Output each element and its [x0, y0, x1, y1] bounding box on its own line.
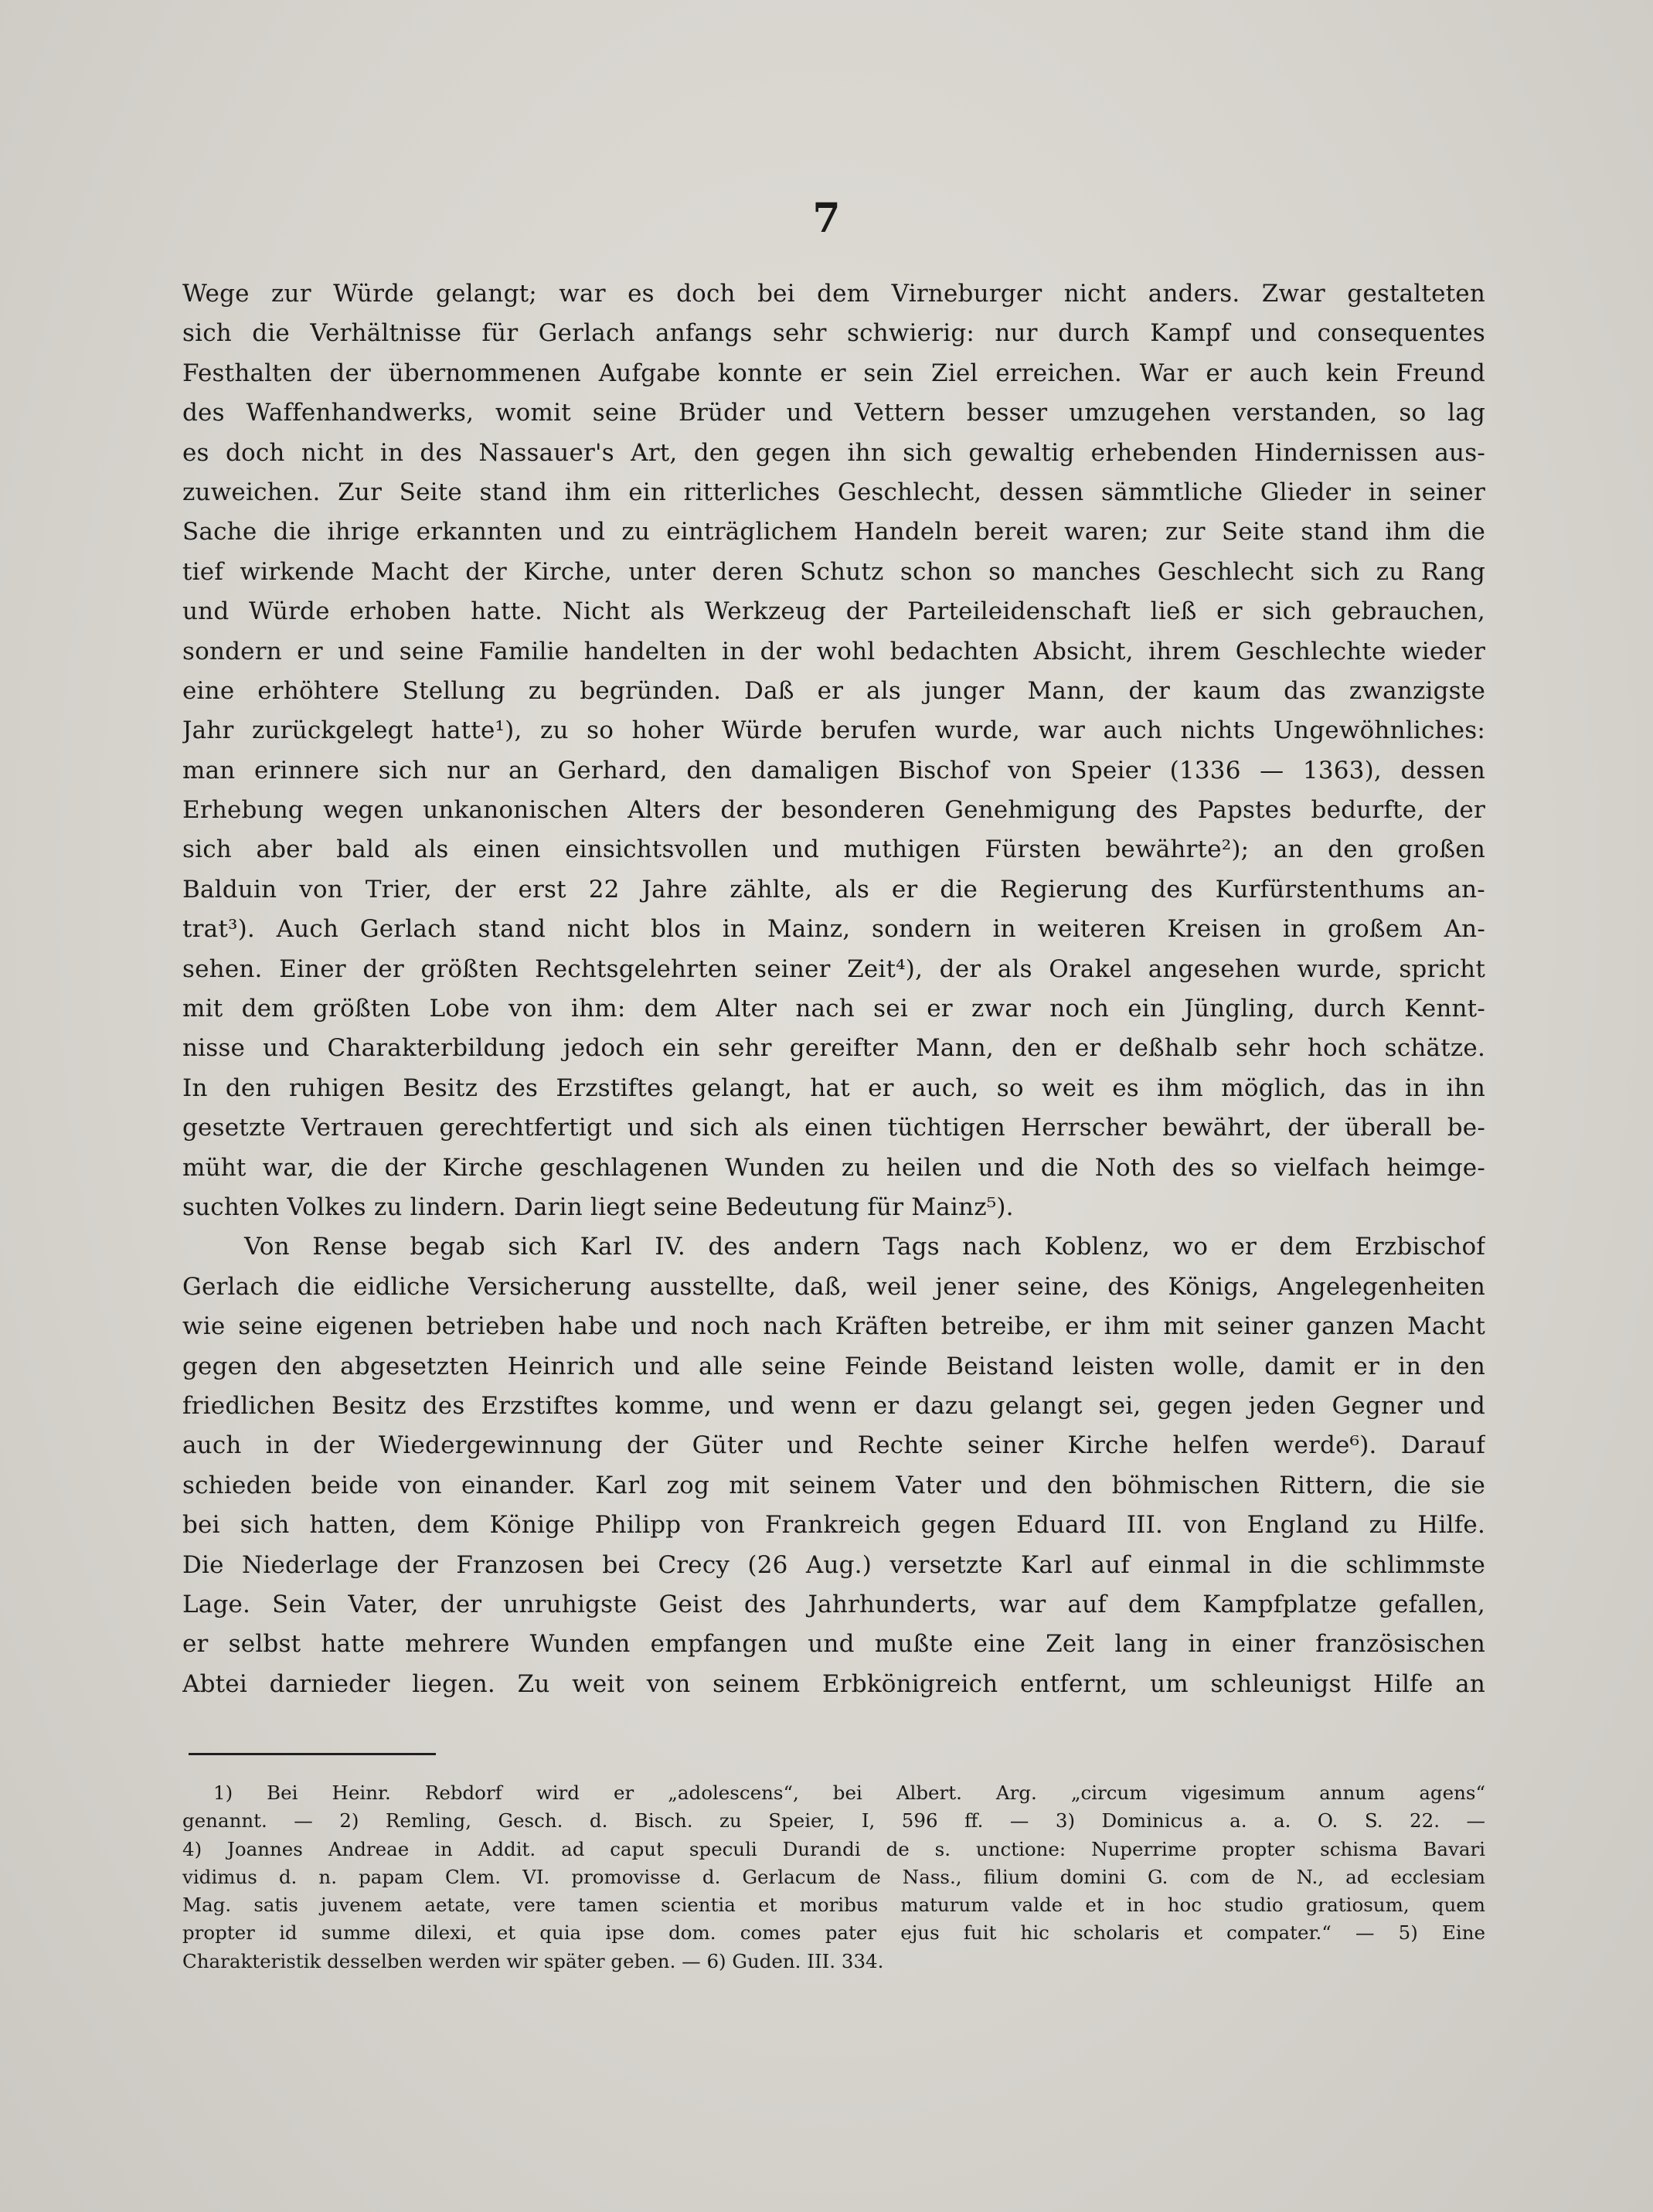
text-line: sehen. Einer der größten Rechtsgelehrten seiner Zeit⁴), der als Orakel angesehen wurde, spricht	[182, 955, 1485, 983]
text-line: Abtei darnieder liegen. Zu weit von seinem Erbkönigreich entfernt, um schleunigst Hilfe an	[182, 1669, 1485, 1698]
text-line: Festhalten der übernommenen Aufgabe konnte er sein Ziel erreichen. War er auch kein Freund	[182, 359, 1485, 387]
text-line: sondern er und seine Familie handelten in der wohl bedachten Absicht, ihrem Geschlechte wieder	[182, 637, 1485, 665]
page-number: 7	[812, 195, 841, 242]
footnote-line: propter id summe dilexi, et quia ipse dom. comes pater ejus fuit hic scholaris et compater.“ — 5) Eine	[182, 1921, 1485, 1945]
text-line: Jahr zurückgelegt hatte¹), zu so hoher Würde berufen wurde, war auch nichts Ungewöhnliches:	[182, 716, 1485, 745]
footnote-line: Charakteristik desselben werden wir später geben. — 6) Guden. III. 334.	[182, 1949, 884, 1972]
text-line: Erhebung wegen unkanonischen Alters der besonderen Genehmigung des Papstes bedurfte, der	[182, 796, 1485, 825]
footnote-line: 1) Bei Heinr. Rebdorf wird er „adolescens“, bei Albert. Arg. „circum vigesimum annum agens“	[213, 1782, 1485, 1804]
text-line: gegen den abgesetzten Heinrich und alle seine Feinde Beistand leisten wolle, damit er in den	[182, 1352, 1485, 1380]
text-line: man erinnere sich nur an Gerhard, den damaligen Bischof von Speier (1336 — 1363), dessen	[182, 756, 1485, 784]
text-line: sich die Verhältnisse für Gerlach anfangs sehr schwierig: nur durch Kampf und consequentes	[182, 319, 1485, 348]
text-line: In den ruhigen Besitz des Erzstiftes gelangt, hat er auch, so weit es ihm möglich, das in ihn	[182, 1074, 1485, 1102]
footnote-line: Mag. satis juvenem aetate, vere tamen scientia et moribus maturum valde et in hoc studio gratiosum, quem	[182, 1894, 1485, 1917]
text-line: es doch nicht in des Nassauer's Art, den gegen ihn sich gewaltig erhebenden Hindernissen aus-	[182, 438, 1485, 467]
main-text	[182, 274, 1485, 1704]
text-line: Von Rense begab sich Karl IV. des andern Tags nach Koblenz, wo er dem Erzbischof	[244, 1233, 1485, 1261]
text-line: und Würde erhoben hatte. Nicht als Werkzeug der Parteileidenschaft ließ er sich gebrauchen,	[182, 597, 1485, 626]
text-line: trat³). Auch Gerlach stand nicht blos in Mainz, sondern in weiteren Kreisen in großem An-	[182, 915, 1485, 944]
text-line: eine erhöhtere Stellung zu begründen. Daß er als junger Mann, der kaum das zwanzigste	[182, 676, 1485, 705]
text-line: Gerlach die eidliche Versicherung ausstellte, daß, weil jener seine, des Königs, Angelegenheiten	[182, 1272, 1485, 1301]
text-line: bei sich hatten, dem Könige Philipp von Frankreich gegen Eduard III. von England zu Hilfe.	[182, 1511, 1485, 1540]
text-line: Lage. Sein Vater, der unruhigste Geist des Jahrhunderts, war auf dem Kampfplatze gefallen,	[182, 1590, 1485, 1618]
footnote-line: vidimus d. n. papam Clem. VI. promovisse d. Gerlacum de Nass., filium domini G. com de N., ad ecclesiam	[182, 1865, 1485, 1888]
text-line: Wege zur Würde gelangt; war es doch bei dem Virneburger nicht anders. Zwar gestalteten	[182, 280, 1485, 308]
text-line: tief wirkende Macht der Kirche, unter deren Schutz schon so manches Geschlecht sich zu Rang	[182, 557, 1485, 586]
text-line: mit dem größten Lobe von ihm: dem Alter nach sei er zwar noch ein Jüngling, durch Kennt-	[182, 995, 1485, 1023]
text-line: nisse und Charakterbildung jedoch ein sehr gereifter Mann, den er deßhalb sehr hoch schätze.	[182, 1034, 1485, 1063]
text-line: sich aber bald als einen einsichtsvollen und muthigen Fürsten bewährte²); an den großen	[182, 835, 1485, 864]
text-line: schieden beide von einander. Karl zog mit seinem Vater und den böhmischen Rittern, die sie	[182, 1471, 1485, 1499]
text-line: zuweichen. Zur Seite stand ihm ein ritterliches Geschlecht, dessen sämmtliche Glieder in seiner	[182, 478, 1485, 506]
text-line: gesetzte Vertrauen gerechtfertigt und sich als einen tüchtigen Herrscher bewährt, der überall be-	[182, 1114, 1485, 1142]
text-line: wie seine eigenen betrieben habe und noch nach Kräften betreibe, er ihm mit seiner ganzen Macht	[182, 1312, 1485, 1341]
footnote-divider	[189, 1753, 436, 1755]
text-line: Sache die ihrige erkannten und zu einträglichem Handeln bereit waren; zur Seite stand ihm die	[182, 518, 1485, 546]
text-line: auch in der Wiedergewinnung der Güter und Rechte seiner Kirche helfen werde⁶). Darauf	[182, 1431, 1485, 1460]
footnote-line: genannt. — 2) Remling, Gesch. d. Bisch. zu Speier, I, 596 ff. — 3) Dominicus a. a. O. S. 22. —	[182, 1809, 1485, 1833]
footnote-line: 4) Joannes Andreae in Addit. ad caput speculi Durandi de s. unctione: Nuperrime propter schisma Bavari	[182, 1837, 1485, 1860]
text-line: suchten Volkes zu lindern. Darin liegt seine Bedeutung für Mainz⁵).	[182, 1193, 1014, 1221]
text-line: des Waffenhandwerks, womit seine Brüder und Vettern besser umzugehen verstanden, so lag	[182, 399, 1485, 427]
text-line: müht war, die der Kirche geschlagenen Wunden zu heilen und die Noth des so vielfach heimge-	[182, 1153, 1485, 1182]
text-line: er selbst hatte mehrere Wunden empfangen und mußte eine Zeit lang in einer französischen	[182, 1630, 1485, 1659]
text-line: friedlichen Besitz des Erzstiftes komme, und wenn er dazu gelangt sei, gegen jeden Gegner und	[182, 1391, 1485, 1420]
footnotes	[182, 1779, 1485, 1975]
text-line: Die Niederlage der Franzosen bei Crecy (26 Aug.) versetzte Karl auf einmal in die schlimmste	[182, 1550, 1485, 1579]
text-line: Balduin von Trier, der erst 22 Jahre zählte, als er die Regierung des Kurfürstenthums an-	[182, 875, 1485, 904]
